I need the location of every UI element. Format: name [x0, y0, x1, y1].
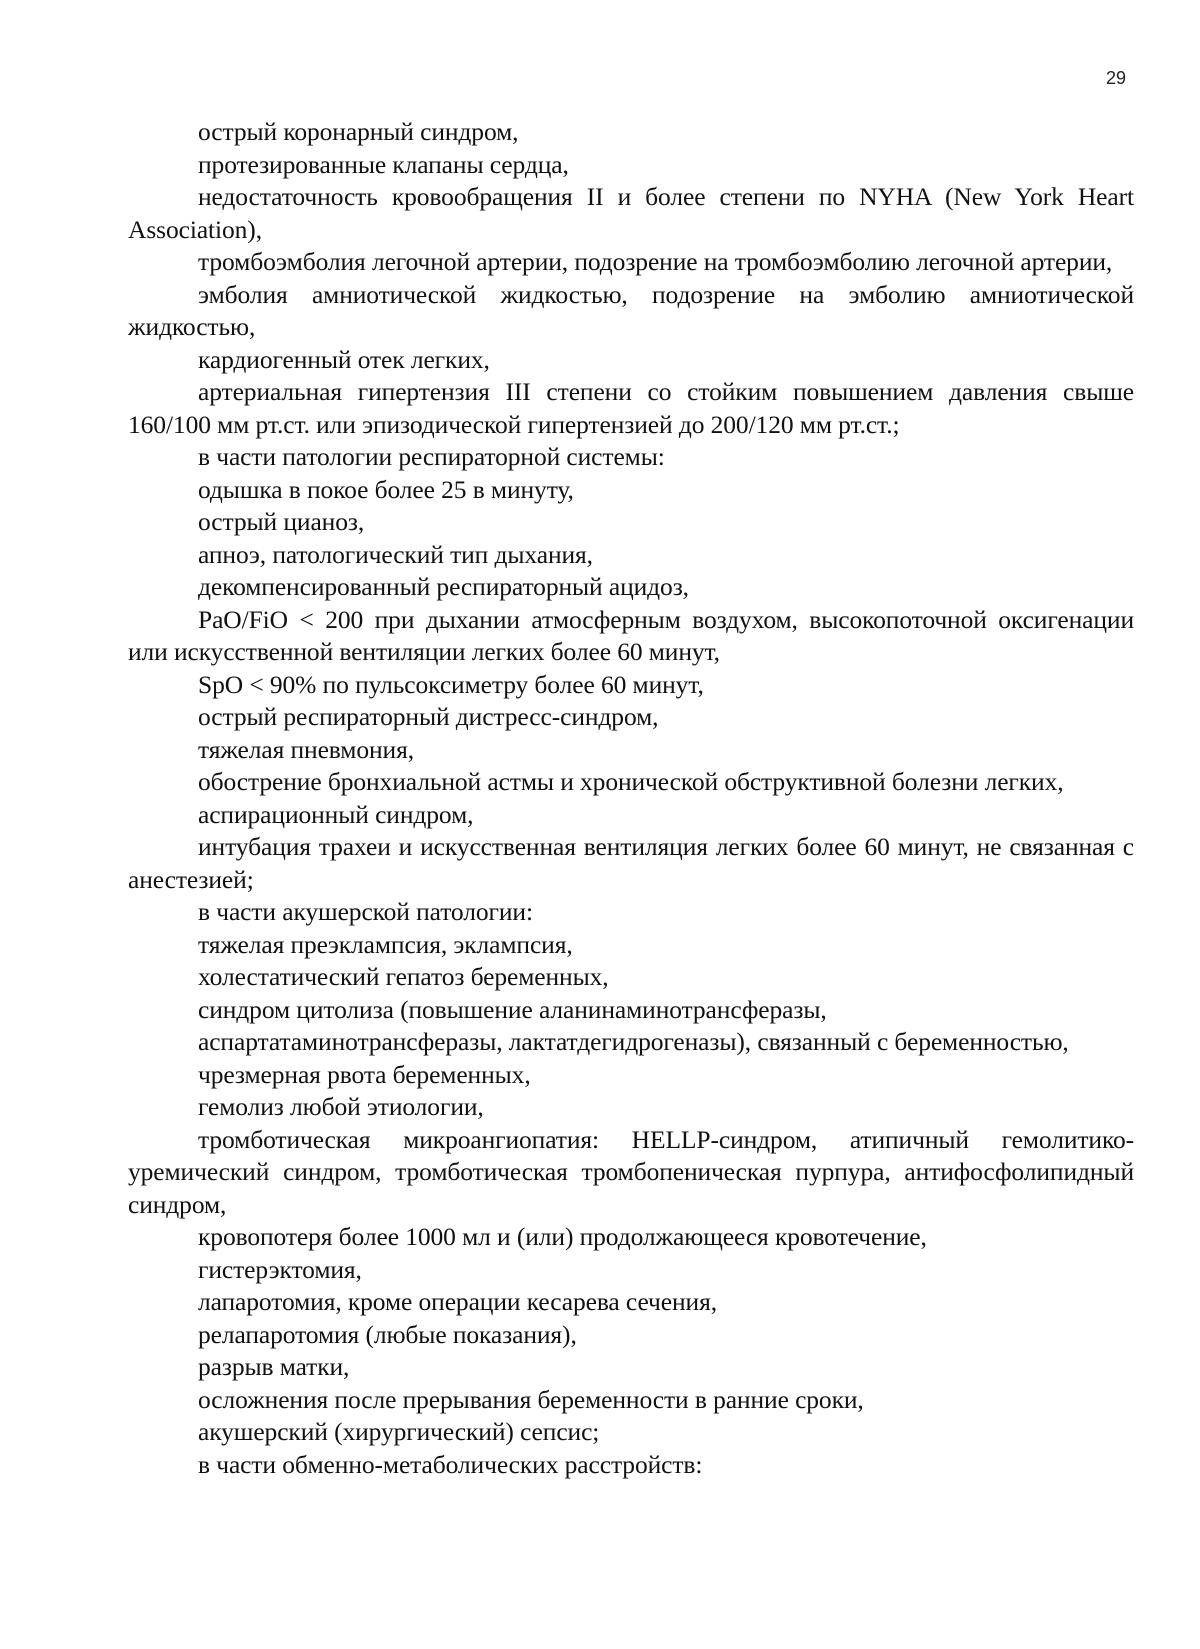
- paragraph: аспирационный синдром,: [198, 799, 474, 829]
- paragraph: острый цианоз,: [198, 507, 365, 536]
- paragraph: осложнения после прерывания беременности в ранние сроки,: [198, 1384, 864, 1414]
- paragraph: гистерэктомия,: [198, 1254, 362, 1284]
- paragraph: апноэ, патологический тип дыхания,: [198, 539, 593, 569]
- paragraph: обострение бронхиальной астмы и хронической обструктивной болезни легких,: [198, 767, 1064, 796]
- paragraph: декомпенсированный респираторный ацидоз,: [198, 572, 689, 601]
- paragraph: синдром цитолиза (повышение аланинаминотрансферазы,: [198, 994, 827, 1024]
- paragraph: острый респираторный дистресс-синдром,: [198, 702, 659, 731]
- paragraph: SpO < 90% по пульсоксиметру более 60 минут,: [198, 669, 704, 699]
- paragraph: в части обменно-метаболических расстройств:: [198, 1449, 703, 1479]
- paragraph: релапаротомия (любые показания),: [198, 1319, 577, 1349]
- paragraph: кардиогенный отек легких,: [198, 344, 490, 374]
- paragraph: разрыв матки,: [198, 1352, 350, 1381]
- paragraph: артериальная гипертензия III степени со стойким повышением давления свыше 160/100 мм рт.ст. или эпизодической гипертензией до 200/120 мм рт.ст.;: [128, 377, 1134, 439]
- paragraph: акушерский (хирургический) сепсис;: [198, 1417, 600, 1446]
- paragraph: тромбоэмболия легочной артерии, подозрение на тромбоэмболию легочной артерии,: [198, 247, 1113, 276]
- paragraph: в части патологии респираторной системы:: [198, 442, 665, 471]
- paragraph: тромботическая микроангиопатия: HELLP-синдром, атипичный гемолитико-уремический синдром, тромботическая тромбопеническая пурпура, антифосфолипидный синдром,: [128, 1124, 1134, 1219]
- paragraph: гемолиз любой этиологии,: [198, 1092, 484, 1121]
- page-number: 29: [1105, 68, 1126, 88]
- paragraph: острый коронарный синдром,: [198, 117, 519, 146]
- paragraph: аспартатаминотрансферазы, лактатдегидрогеназы), связанный с беременностью,: [198, 1027, 1069, 1056]
- paragraph: PaO/FiO < 200 при дыхании атмосферным воздухом, высокопоточной оксигенации или искусственной вентиляции легких более 60 минут,: [128, 604, 1134, 666]
- paragraph: протезированные клапаны сердца,: [198, 149, 569, 179]
- paragraph: холестатический гепатоз беременных,: [198, 962, 609, 991]
- paragraph: чрезмерная рвота беременных,: [198, 1059, 531, 1089]
- document-body: [128, 116, 1134, 1481]
- paragraph: эмболия амниотической жидкостью, подозрение на эмболию амниотической жидкостью,: [128, 279, 1134, 341]
- paragraph: недостаточность кровообращения II и более степени по NYHA (New York Heart Association),: [128, 182, 1134, 244]
- paragraph: в части акушерской патологии:: [198, 897, 533, 926]
- paragraph: интубация трахеи и искусственная вентиляция легких более 60 минут, не связанная с анестезией;: [128, 832, 1134, 894]
- paragraph: кровопотеря более 1000 мл и (или) продолжающееся кровотечение,: [198, 1222, 927, 1251]
- paragraph: лапаротомия, кроме операции кесарева сечения,: [198, 1287, 717, 1316]
- paragraph: тяжелая преэклампсия, эклампсия,: [198, 929, 573, 959]
- paragraph: одышка в покое более 25 в минуту,: [198, 474, 574, 504]
- paragraph: тяжелая пневмония,: [198, 734, 414, 764]
